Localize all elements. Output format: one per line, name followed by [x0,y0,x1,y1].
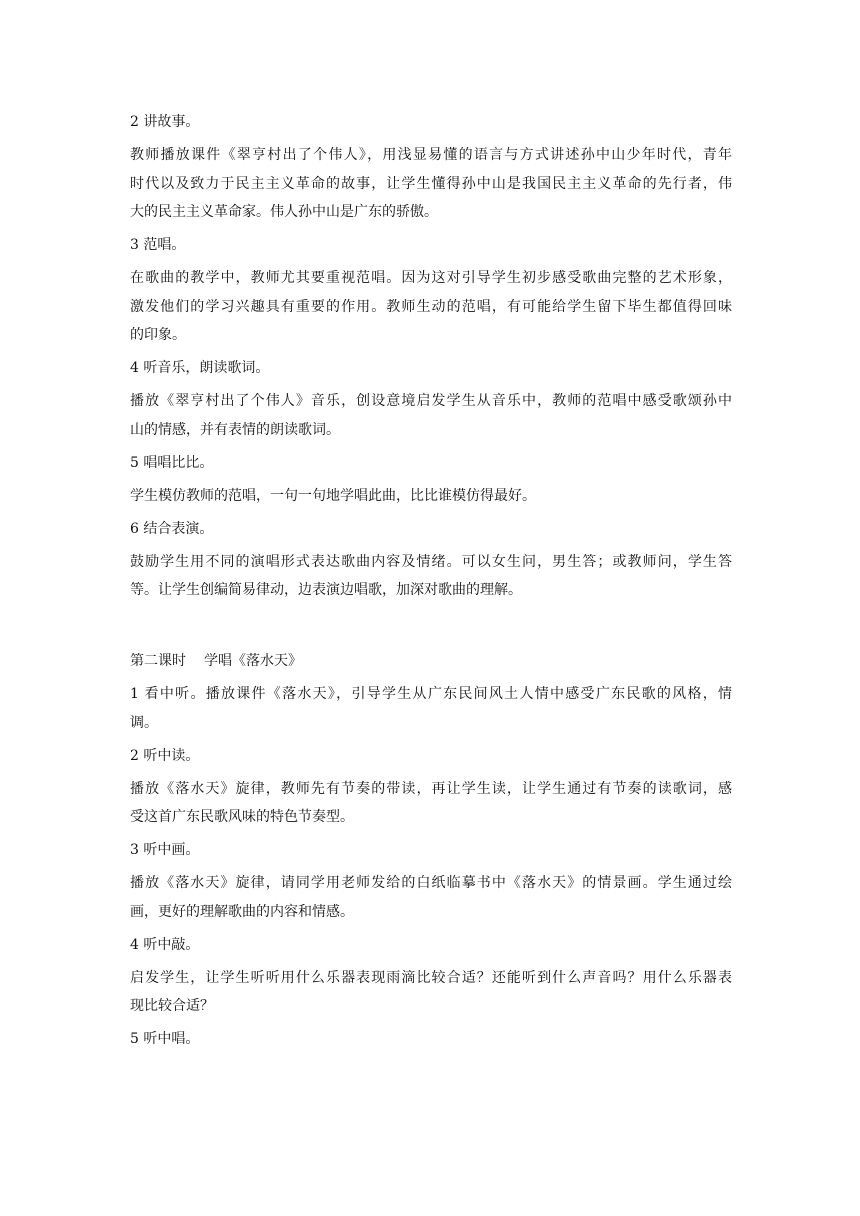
paragraph-line: 激发他们的学习兴趣具有重要的作用。教师生动的范唱，有可能给学生留下毕生都值得回味 [130,298,732,315]
heading-listen-draw: 3 听中画。 [130,842,200,859]
paragraph-line: 教师播放课件《翠亨村出了个伟人》，用浅显易懂的语言与方式讲述孙中山少年时代，青年 [130,146,732,163]
heading-sing-compare: 5 唱唱比比。 [130,454,214,471]
heading-tell-story: 2 讲故事。 [130,114,200,130]
paragraph-line: 播放《翠亨村出了个伟人》音乐，创设意境启发学生从音乐中，教师的范唱中感受歌颂孙中 [130,393,732,410]
paragraph-line: 现比较合适？ [130,998,214,1015]
heading-listen-sing: 5 听中唱。 [130,1031,200,1048]
section-title [130,647,732,676]
paragraph-line: 画，更好的理解歌曲的内容和情感。 [130,903,354,920]
paragraph-line: 的印象。 [130,327,186,344]
paragraph-line: 山的情感，并有表情的朗读歌词。 [130,421,340,438]
paragraph-line: 调。 [130,714,158,731]
paragraph-line: 播放《落水天》旋律，教师先有节奏的带读，再让学生读，让学生通过有节奏的读歌词，感 [130,780,732,797]
section-title-lesson: 第二课时 [130,653,186,670]
paragraph-line: 受这首广东民歌风味的特色节奏型。 [130,809,354,826]
paragraph-line: 播放《落水天》旋律，请同学用老师发给的白纸临摹书中《落水天》的情景画。学生通过绘 [130,875,732,892]
document-body [130,108,732,1054]
paragraph-line: 启发学生，让学生听听用什么乐器表现雨滴比较合适？还能听到什么声音吗？用什么乐器表 [130,969,732,986]
paragraph-line: 1 看中听。播放课件《落水天》，引导学生从广东民间风土人情中感受广东民歌的风格，情 [130,686,732,702]
paragraph-line: 在歌曲的教学中，教师尤其要重视范唱。因为这对引导学生初步感受歌曲完整的艺术形象， [130,270,732,287]
paragraph-line: 等。让学生创编简易律动，边表演边唱歌，加深对歌曲的理解。 [130,582,522,599]
paragraph-line: 学生模仿教师的范唱，一句一句地学唱此曲，比比谁模仿得最好。 [130,487,536,504]
paragraph-line: 时代以及致力于民主主义革命的故事，让学生懂得孙中山是我国民主主义革命的先行者，伟 [130,175,732,192]
heading-listen-read: 4 听音乐，朗读歌词。 [130,360,270,377]
paragraph-line: 鼓励学生用不同的演唱形式表达歌曲内容及情绪。可以女生问，男生答；或教师问，学生答 [130,553,732,570]
section-title-song: 学唱《落水天》 [204,653,302,670]
heading-perform: 6 结合表演。 [130,520,214,537]
paragraph-line: 大的民主主义革命家。伟人孙中山是广东的骄傲。 [130,204,438,221]
heading-listen-knock: 4 听中敲。 [130,936,200,953]
heading-listen-read-2: 2 听中读。 [130,747,200,764]
heading-model-singing: 3 范唱。 [130,237,186,254]
